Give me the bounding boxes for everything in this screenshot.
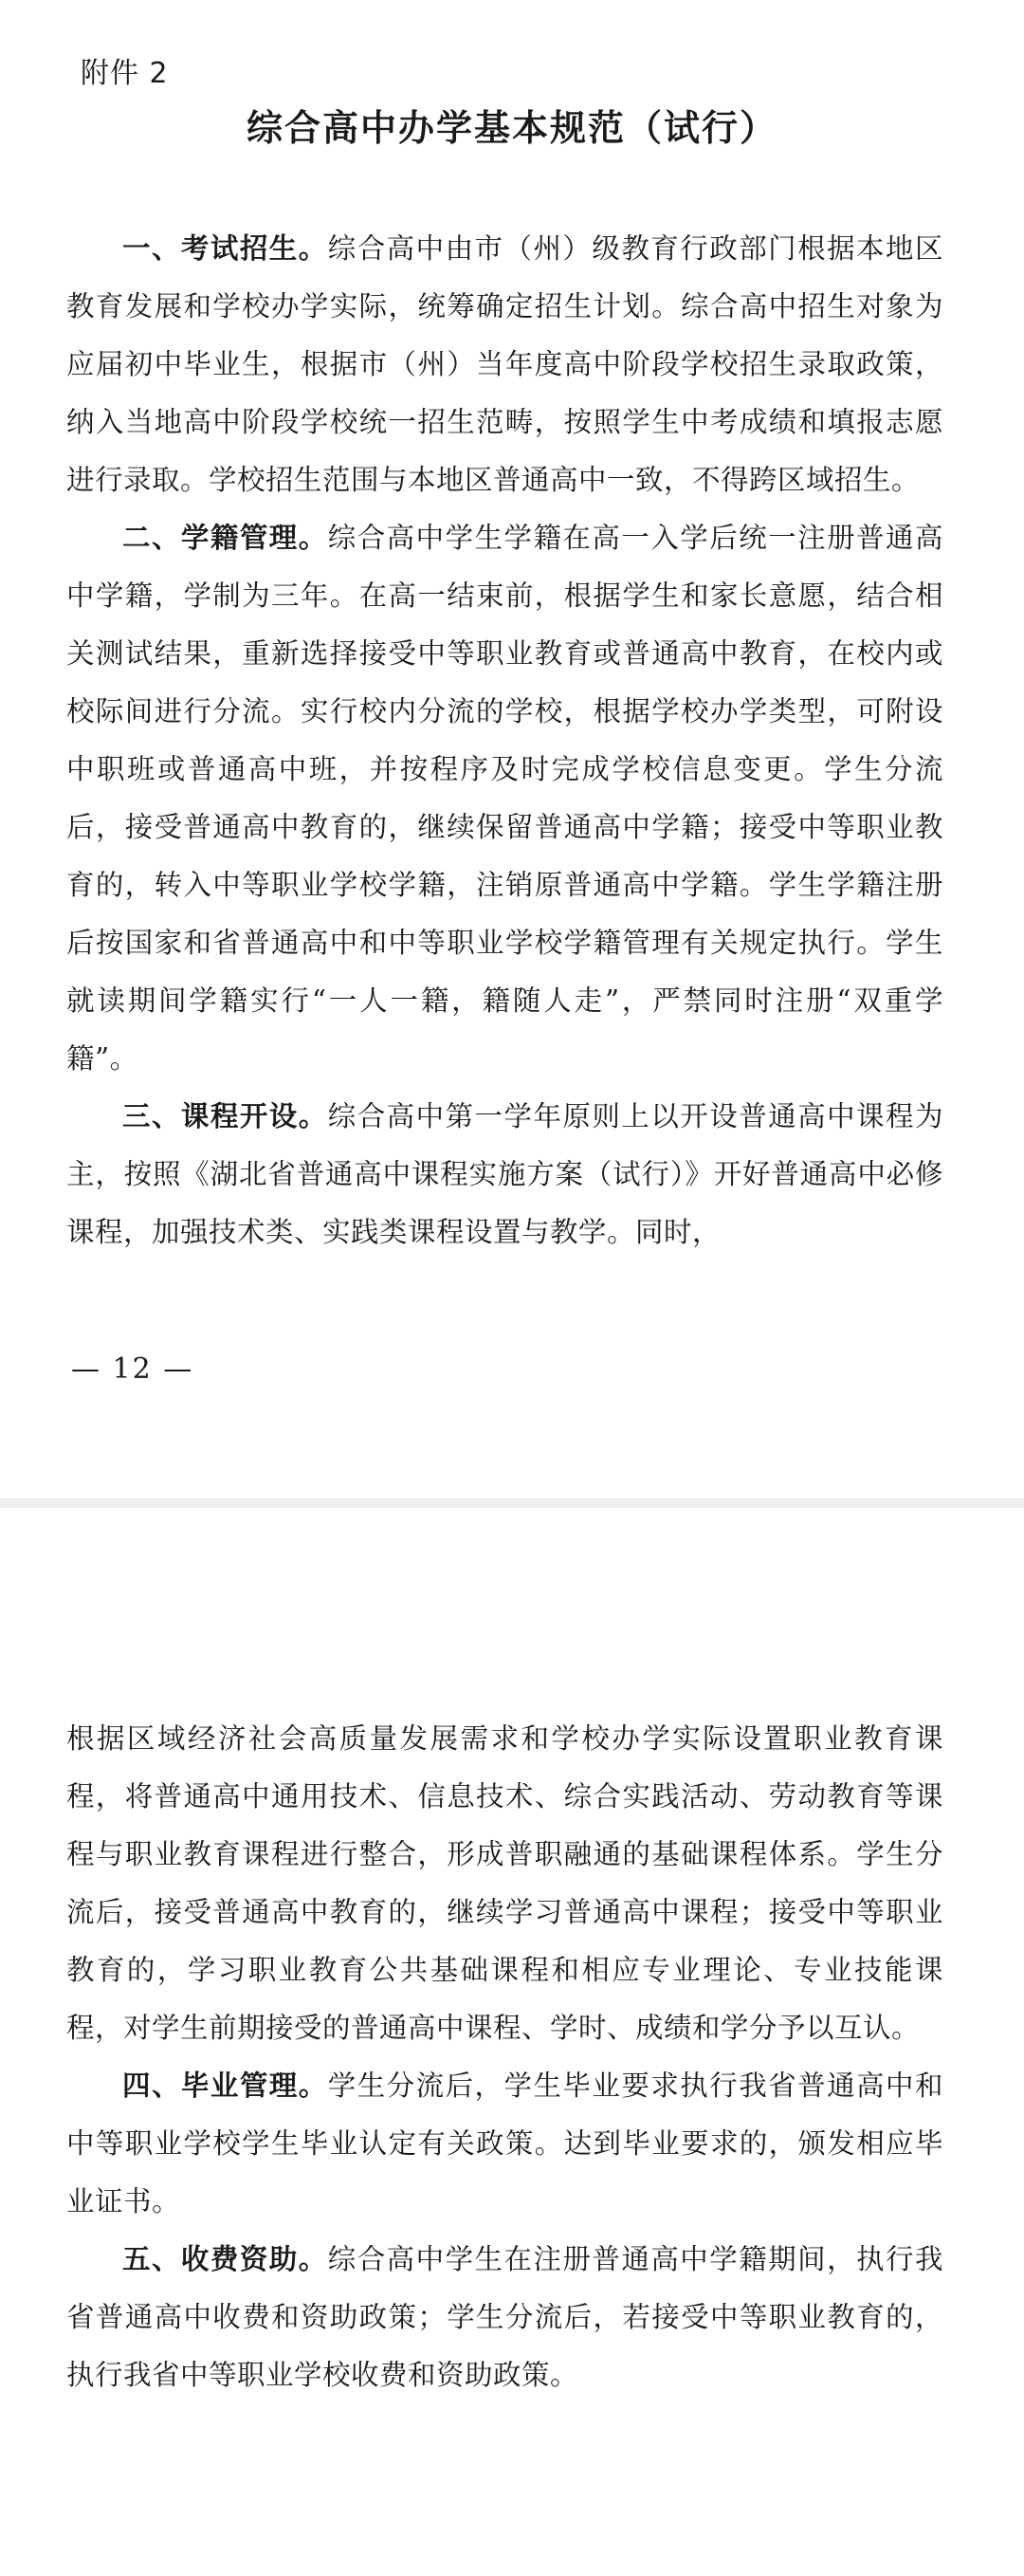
section-text: 综合高中学生学籍在高一入学后统一注册普通高中学籍，学制为三年。在高一结束前，根据学生和家长意愿，结合相关测试结果，重新选择接受中等职业教育或普通高中教育，在校内或校际间进行分流。实行校内分流的学校，根据学校办学类型，可附设中职班或普通高中班，并按程序及时完成学校信息变更。学生分流后，接受普通高中教育的，继续保留普通高中学籍；接受中等职业教育的，转入中等职业学校学籍，注销原普通高中学籍。学生学籍注册后按国家和省普通高中和中等职业学校学籍管理有关规定执行。学生就读期间学籍实行“一人一籍，籍随人走”，严禁同时注册“双重学籍”。 <box>66 522 943 1075</box>
section-exam-enrollment <box>66 220 943 509</box>
section-fees-aid <box>66 2231 943 2404</box>
section-heading: 二、学籍管理。 <box>122 522 328 554</box>
section-heading: 一、考试招生。 <box>122 232 328 265</box>
attachment-label: 附件 2 <box>81 57 169 90</box>
section-curriculum <box>66 1088 943 1261</box>
section-heading: 五、收费资助。 <box>122 2243 328 2275</box>
section-heading: 三、课程开设。 <box>122 1100 328 1132</box>
section-text: 综合高中第一学年原则上以开设普通高中课程为主，按照《湖北省普通高中课程实施方案（试行）》开好普通高中必修课程，加强技术类、实践类课程设置与教学。同时， <box>66 1100 943 1248</box>
document-page-2 <box>0 1508 1024 2576</box>
section-text: 综合高中学生在注册普通高中学籍期间，执行我省普通高中收费和资助政策；学生分流后，若接受中等职业教育的，执行我省中等职业学校收费和资助政策。 <box>66 2243 943 2391</box>
section-text: 学生分流后，学生毕业要求执行我省普通高中和中等职业学校学生毕业认定有关政策。达到毕业要求的，颁发相应毕业证书。 <box>66 2070 943 2217</box>
page-number: — 12 — <box>71 1352 194 1386</box>
document-title: 综合高中办学基本规范（试行） <box>246 106 777 149</box>
page1-body <box>66 220 943 1261</box>
section-heading: 四、毕业管理。 <box>122 2070 328 2102</box>
page2-body <box>66 1710 943 2404</box>
section-student-status <box>66 509 943 1088</box>
curriculum-continuation: 根据区域经济社会高质量发展需求和学校办学实际设置职业教育课程，将普通高中通用技术、信息技术、综合实践活动、劳动教育等课程与职业教育课程进行整合，形成普职融通的基础课程体系。学生分流后，接受普通高中教育的，继续学习普通高中课程；接受中等职业教育的，学习职业教育公共基础课程和相应专业理论、专业技能课程，对学生前期接受的普通高中课程、学时、成绩和学分予以互认。 <box>66 1722 943 2044</box>
section-graduation <box>66 2057 943 2231</box>
section-text: 综合高中由市（州）级教育行政部门根据本地区教育发展和学校办学实际，统筹确定招生计划。综合高中招生对象为应届初中毕业生，根据市（州）当年度高中阶段学校招生录取政策，纳入当地高中阶段学校统一招生范畴，按照学生中考成绩和填报志愿进行录取。学校招生范围与本地区普通高中一致，不得跨区域招生。 <box>66 232 943 496</box>
